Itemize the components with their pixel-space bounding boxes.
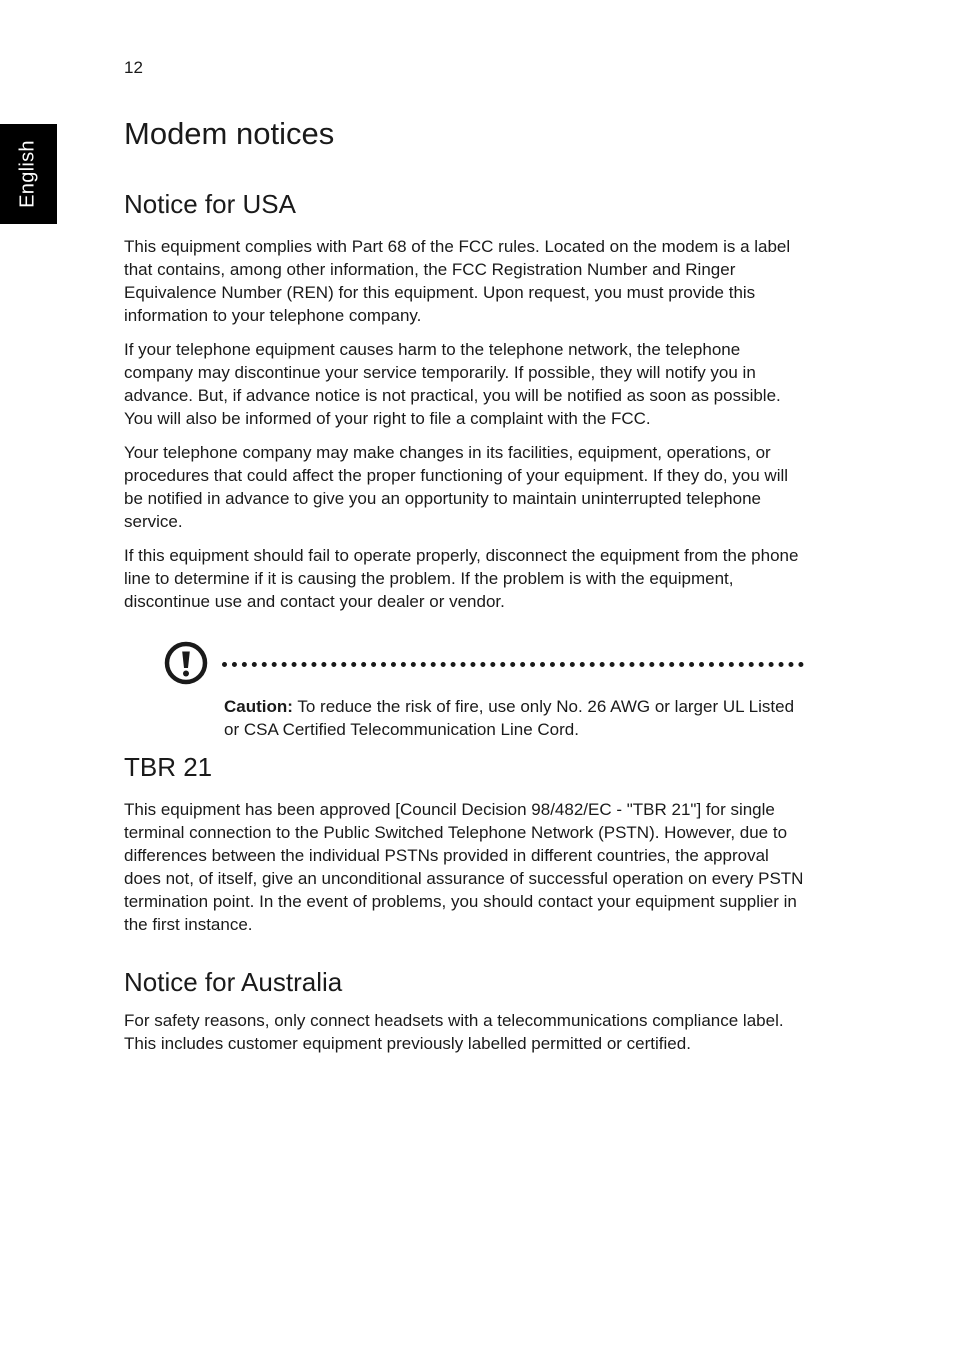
- section-heading-tbr: TBR 21: [124, 752, 213, 782]
- australia-paragraph-1: For safety reasons, only connect headsets with a telecommunications compliance label. This includes customer equipment previously labelled permitted or certified.: [124, 1011, 784, 1053]
- section-tbr-21: [124, 751, 809, 936]
- exclamation-circle-icon: [164, 641, 208, 685]
- section-notice-australia: [124, 966, 809, 1055]
- section-notice-usa: [124, 188, 809, 739]
- caution-body: To reduce the risk of fire, use only No. 26 AWG or larger UL Listed or CSA Certified Telecommunication Line Cord.: [224, 697, 795, 739]
- section-heading-australia: Notice for Australia: [124, 967, 343, 997]
- usa-paragraph-2: If your telephone equipment causes harm to the telephone network, the telephone company may discontinue your service temporarily. If possible, they will notify you in advance. But, if advance notice is not practical, you will be notified as soon as possible. You will also be informed of your right to file a complaint with the FCC.: [124, 340, 781, 428]
- usa-paragraph-4: If this equipment should fail to operate properly, disconnect the equipment from the phone line to determine if it is causing the problem. If the problem is with the equipment, discontinue use and contact your dealer or vendor.: [124, 546, 799, 611]
- caution-box: [124, 637, 809, 739]
- usa-paragraph-3: Your telephone company may make changes in its facilities, equipment, operations, or procedures that could affect the proper functioning of your equipment. If they do, you will be notified in advance to give you an opportunity to maintain uninterrupted telephone service.: [124, 443, 789, 531]
- page-number: 12: [124, 58, 143, 77]
- caution-text: [224, 695, 809, 741]
- page-content: [124, 112, 809, 1055]
- section-heading-usa: Notice for USA: [124, 189, 296, 219]
- caution-dotted-rule: [222, 662, 804, 667]
- tbr-paragraph-1: This equipment has been approved [Council Decision 98/482/EC - "TBR 21"] for single terminal connection to the Public Switched Telephone Network (PSTN). However, due to differences between the individual PSTNs provided in different countries, the approval does not, of itself, give an unconditional assurance of successful operation on every PSTN termination point. In the event of problems, you should contact your equipment supplier in the first instance.: [124, 800, 804, 934]
- language-tab: [0, 124, 57, 224]
- language-tab-label: English: [16, 140, 39, 208]
- usa-paragraph-1: This equipment complies with Part 68 of the FCC rules. Located on the modem is a label that contains, among other information, the FCC Registration Number and Ringer Equivalence Number (REN) for this equipment. Upon request, you must provide this information to your telephone company.: [124, 237, 791, 325]
- caution-label: Caution:: [224, 697, 293, 716]
- page-title: Modem notices: [124, 116, 335, 151]
